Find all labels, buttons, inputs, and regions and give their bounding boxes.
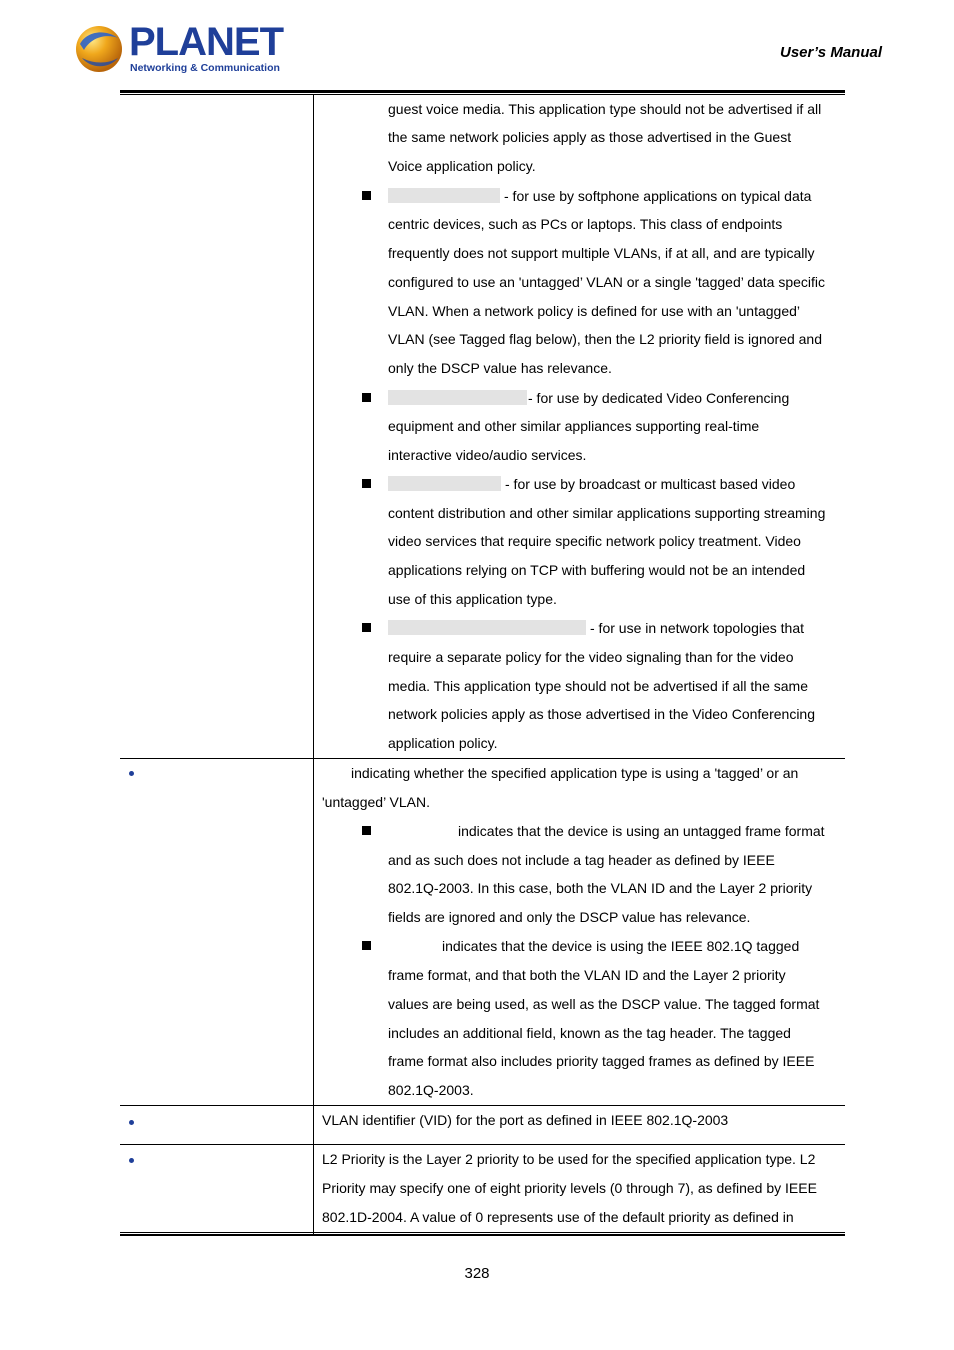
page-number: 328 bbox=[464, 1265, 490, 1282]
description-line: indicating whether the specified application type is using a 'tagged’ or an bbox=[351, 765, 799, 781]
description-line: content distribution and other similar applications supporting streaming bbox=[388, 505, 826, 521]
description-line: indicates that the device is using an untagged frame format bbox=[458, 823, 825, 839]
description-line: includes an additional field, known as the tag header. The tagged bbox=[388, 1025, 791, 1041]
description-line: VLAN. When a network policy is defined for use with an 'untagged’ bbox=[388, 303, 801, 319]
logo-wordmark: PLANET bbox=[129, 20, 283, 64]
redacted-label bbox=[388, 476, 501, 491]
bullet-dot-icon bbox=[129, 1158, 134, 1163]
table-top-border bbox=[120, 90, 845, 93]
description-line: media. This application type should not be advertised if all the same bbox=[388, 678, 808, 694]
description-line: Voice application policy. bbox=[388, 158, 536, 174]
description-line: - for use by softphone applications on typical data bbox=[504, 188, 812, 204]
bullet-dot-icon bbox=[129, 1120, 134, 1125]
description-line: require a separate policy for the video signaling than for the video bbox=[388, 649, 794, 665]
description-line: VLAN identifier (VID) for the port as defined in IEEE 802.1Q-2003 bbox=[322, 1112, 729, 1128]
square-bullet-icon bbox=[362, 393, 371, 402]
row-divider bbox=[120, 758, 845, 759]
description-line: guest voice media. This application type should not be advertised if all bbox=[388, 101, 822, 117]
description-line: values are being used, as well as the DSCP value. The tagged format bbox=[388, 996, 820, 1012]
redacted-label bbox=[388, 390, 527, 405]
description-line: and as such does not include a tag header as defined by IEEE bbox=[388, 852, 775, 868]
logo-tagline: Networking & Communication bbox=[130, 62, 280, 74]
table-bottom-border bbox=[120, 1232, 845, 1233]
manual-title: User’s Manual bbox=[780, 44, 882, 61]
description-line: frame format, and that both the VLAN ID and the Layer 2 priority bbox=[388, 967, 786, 983]
globe-icon bbox=[74, 24, 124, 74]
description-line: - for use by broadcast or multicast based video bbox=[505, 476, 796, 492]
planet-logo bbox=[74, 20, 283, 78]
description-line: 802.1Q-2003. bbox=[388, 1082, 474, 1098]
bullet-dot-icon bbox=[129, 771, 134, 776]
description-line: applications relying on TCP with buffering would not be an intended bbox=[388, 562, 806, 578]
redacted-label bbox=[388, 620, 586, 635]
description-line: 'untagged’ VLAN. bbox=[322, 794, 431, 810]
description-line: network policies apply as those advertised in the Video Conferencing bbox=[388, 706, 815, 722]
description-line: use of this application type. bbox=[388, 591, 557, 607]
description-line: Priority may specify one of eight priority levels (0 through 7), as defined by IEEE bbox=[322, 1180, 817, 1196]
square-bullet-icon bbox=[362, 479, 371, 488]
description-line: L2 Priority is the Layer 2 priority to be used for the specified application type. L2 bbox=[322, 1151, 816, 1167]
redacted-label bbox=[388, 188, 500, 203]
square-bullet-icon bbox=[362, 826, 371, 835]
description-line: only the DSCP value has relevance. bbox=[388, 360, 612, 376]
square-bullet-icon bbox=[362, 623, 371, 632]
description-line: equipment and other similar appliances supporting real-time bbox=[388, 418, 760, 434]
row-divider bbox=[120, 1144, 845, 1145]
column-divider bbox=[313, 95, 314, 1234]
square-bullet-icon bbox=[362, 191, 371, 200]
square-bullet-icon bbox=[362, 941, 371, 950]
description-line: frequently does not support multiple VLANs, if at all, and are typically bbox=[388, 245, 815, 261]
description-line: application policy. bbox=[388, 735, 498, 751]
description-line: video services that require specific network policy treatment. Video bbox=[388, 533, 801, 549]
description-line: frame format also includes priority tagged frames as defined by IEEE bbox=[388, 1053, 815, 1069]
description-line: interactive video/audio services. bbox=[388, 447, 587, 463]
description-line: VLAN (see Tagged flag below), then the L2 priority field is ignored and bbox=[388, 331, 823, 347]
description-line: fields are ignored and only the DSCP value has relevance. bbox=[388, 909, 751, 925]
description-line: 802.1Q-2003. In this case, both the VLAN ID and the Layer 2 priority bbox=[388, 880, 813, 896]
description-line: configured to use an 'untagged’ VLAN or a single 'tagged’ data specific bbox=[388, 274, 826, 290]
table-top-inner-border bbox=[120, 94, 845, 95]
description-line: - for use by dedicated Video Conferencing bbox=[528, 390, 790, 406]
table-bottom-outer-border bbox=[120, 1234, 845, 1236]
description-line: centric devices, such as PCs or laptops. This class of endpoints bbox=[388, 216, 783, 232]
description-line: indicates that the device is using the IEEE 802.1Q tagged bbox=[442, 938, 800, 954]
row-divider bbox=[120, 1105, 845, 1106]
description-line: - for use in network topologies that bbox=[590, 620, 805, 636]
description-line: the same network policies apply as those advertised in the Guest bbox=[388, 129, 792, 145]
description-line: 802.1D-2004. A value of 0 represents use of the default priority as defined in bbox=[322, 1209, 794, 1225]
